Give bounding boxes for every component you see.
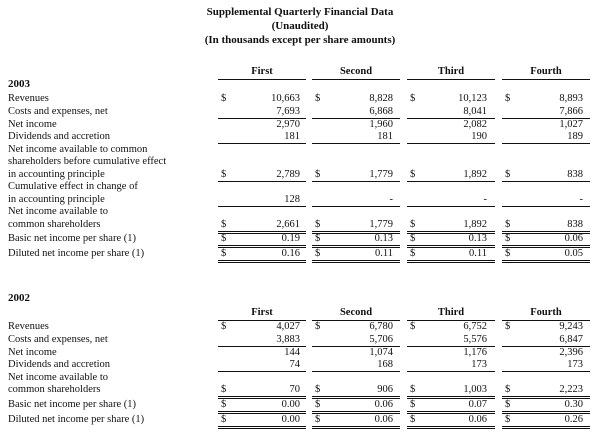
row-label: Basic net income per share (1): [8, 399, 136, 411]
underline: [312, 181, 400, 182]
row-label: Net income: [8, 118, 57, 130]
cell-value: 6,752: [463, 321, 487, 332]
underline: [502, 143, 590, 144]
cell-value: 8,828: [369, 93, 393, 104]
dollar-sign: $: [221, 168, 227, 180]
cell-value: 0.06: [564, 233, 583, 245]
double-underline: [218, 260, 306, 263]
dollar-sign: $: [221, 413, 227, 425]
dollar-sign: $: [410, 321, 416, 332]
dollar-sign: $: [315, 248, 321, 259]
cell-value: 2,789: [276, 168, 300, 180]
quarter-header-second: Second: [312, 306, 400, 321]
year-heading: 2002: [8, 292, 30, 304]
dollar-sign: $: [505, 233, 511, 245]
cell-value: 3,883: [276, 333, 300, 345]
cell-value: 6,847: [559, 333, 583, 345]
dollar-sign: $: [315, 168, 321, 180]
dollar-sign: $: [505, 248, 511, 259]
quarter-header-first: First: [218, 306, 306, 321]
cell-value: 173: [567, 359, 583, 371]
cell-value: 1,779: [369, 218, 393, 230]
underline: [502, 181, 590, 182]
cell-value: 8,893: [559, 93, 583, 104]
row-label: in accounting principle: [8, 193, 105, 205]
cell-value: 2,661: [276, 218, 300, 230]
dollar-sign: $: [505, 168, 511, 180]
cell-value: -: [389, 193, 393, 205]
underline: [502, 206, 590, 207]
dollar-sign: $: [505, 399, 511, 411]
dollar-sign: $: [221, 233, 227, 245]
cell-value: 7,866: [559, 105, 583, 117]
dollar-sign: $: [410, 399, 416, 411]
quarter-header-second: Second: [312, 65, 400, 80]
cell-value: 0.13: [468, 233, 487, 245]
dollar-sign: $: [410, 168, 416, 180]
dollar-sign: $: [315, 93, 321, 104]
dollar-sign: $: [221, 384, 227, 396]
dollar-sign: $: [410, 413, 416, 425]
underline: [218, 206, 306, 207]
dollar-sign: $: [315, 384, 321, 396]
cell-value: 5,706: [369, 333, 393, 345]
cell-value: -: [483, 193, 487, 205]
dollar-sign: $: [221, 248, 227, 259]
cell-value: 189: [567, 131, 583, 143]
underline: [407, 143, 495, 144]
cell-value: 2,970: [276, 118, 300, 130]
dollar-sign: $: [315, 233, 321, 245]
dollar-sign: $: [221, 93, 227, 104]
row-label: Basic net income per share (1): [8, 233, 136, 245]
cell-value: 838: [567, 168, 583, 180]
cell-value: 0.11: [469, 248, 487, 259]
row-label: Costs and expenses, net: [8, 333, 108, 345]
row-label: Diluted net income per share (1): [8, 413, 145, 425]
dollar-sign: $: [410, 248, 416, 259]
year-heading: 2003: [8, 78, 30, 90]
cell-value: 181: [377, 131, 393, 143]
cell-value: 74: [289, 359, 300, 371]
cell-value: 0.13: [374, 233, 393, 245]
quarter-header-third: Third: [407, 65, 495, 80]
dollar-sign: $: [505, 218, 511, 230]
cell-value: 128: [284, 193, 300, 205]
underline: [312, 371, 400, 372]
dollar-sign: $: [410, 233, 416, 245]
cell-value: 906: [377, 384, 393, 396]
row-label: in accounting principle: [8, 168, 105, 180]
row-label: Costs and expenses, net: [8, 105, 108, 117]
cell-value: 0.06: [374, 399, 393, 411]
row-label: Dividends and accretion: [8, 359, 111, 371]
double-underline: [407, 426, 495, 429]
row-label: shareholders before cumulative effect: [8, 156, 167, 168]
double-underline: [502, 260, 590, 263]
dollar-sign: $: [315, 399, 321, 411]
double-underline: [312, 426, 400, 429]
dollar-sign: $: [410, 218, 416, 230]
cell-value: 0.19: [281, 233, 300, 245]
cell-value: 1,176: [463, 346, 487, 358]
cell-value: 173: [471, 359, 487, 371]
dollar-sign: $: [221, 218, 227, 230]
cell-value: 1,074: [369, 346, 393, 358]
dollar-sign: $: [505, 384, 511, 396]
cell-value: 2,223: [559, 384, 583, 396]
cell-value: 0.06: [374, 413, 393, 425]
cell-value: 0.26: [564, 413, 583, 425]
row-label: Net income available to: [8, 206, 109, 218]
quarter-header-fourth: Fourth: [502, 65, 590, 80]
row-label: Net income: [8, 346, 57, 358]
cell-value: 0.07: [468, 399, 487, 411]
cell-value: 1,892: [463, 218, 487, 230]
double-underline: [218, 426, 306, 429]
dollar-sign: $: [221, 321, 227, 332]
double-underline: [312, 260, 400, 263]
row-label: Diluted net income per share (1): [8, 248, 145, 259]
underline: [218, 143, 306, 144]
double-underline: [502, 426, 590, 429]
row-label: common shareholders: [8, 384, 101, 396]
row-label: Net income available to common: [8, 144, 148, 156]
dollar-sign: $: [315, 321, 321, 332]
cell-value: 6,868: [369, 105, 393, 117]
cell-value: 1,892: [463, 168, 487, 180]
cell-value: 70: [289, 384, 300, 396]
dollar-sign: $: [505, 93, 511, 104]
cell-value: 8,041: [463, 105, 487, 117]
row-label: Net income available to: [8, 372, 109, 384]
dollar-sign: $: [315, 413, 321, 425]
cell-value: 1,027: [559, 118, 583, 130]
cell-value: -: [579, 193, 583, 205]
row-label: Dividends and accretion: [8, 131, 111, 143]
dollar-sign: $: [410, 384, 416, 396]
underline: [218, 371, 306, 372]
cell-value: 5,576: [463, 333, 487, 345]
quarter-header-first: First: [218, 65, 306, 80]
underline: [502, 371, 590, 372]
report-units-note: (In thousands except per share amounts): [204, 34, 396, 46]
report-subtitle: (Unaudited): [271, 20, 329, 32]
cell-value: 0.30: [564, 399, 583, 411]
underline: [407, 206, 495, 207]
cell-value: 0.06: [468, 413, 487, 425]
cell-value: 190: [471, 131, 487, 143]
row-label: Revenues: [8, 93, 49, 104]
cell-value: 9,243: [559, 321, 583, 332]
underline: [312, 206, 400, 207]
cell-value: 10,123: [458, 93, 487, 104]
row-label: common shareholders: [8, 218, 101, 230]
cell-value: 10,663: [271, 93, 300, 104]
underline: [407, 371, 495, 372]
double-underline: [407, 260, 495, 263]
cell-value: 144: [284, 346, 300, 358]
underline: [407, 181, 495, 182]
cell-value: 168: [377, 359, 393, 371]
quarter-header-fourth: Fourth: [502, 306, 590, 321]
underline: [312, 143, 400, 144]
row-label: Revenues: [8, 321, 49, 332]
cell-value: 0.11: [375, 248, 393, 259]
cell-value: 7,693: [276, 105, 300, 117]
cell-value: 0.05: [564, 248, 583, 259]
dollar-sign: $: [505, 321, 511, 332]
row-label: Cumulative effect in change of: [8, 181, 138, 193]
cell-value: 0.16: [281, 248, 300, 259]
cell-value: 2,082: [463, 118, 487, 130]
cell-value: 1,960: [369, 118, 393, 130]
cell-value: 0.00: [281, 413, 300, 425]
report-title: Supplemental Quarterly Financial Data: [206, 6, 394, 18]
cell-value: 1,003: [463, 384, 487, 396]
cell-value: 838: [567, 218, 583, 230]
quarter-header-third: Third: [407, 306, 495, 321]
dollar-sign: $: [315, 218, 321, 230]
cell-value: 2,396: [559, 346, 583, 358]
cell-value: 0.00: [281, 399, 300, 411]
underline: [218, 181, 306, 182]
dollar-sign: $: [221, 399, 227, 411]
cell-value: 1,779: [369, 168, 393, 180]
cell-value: 4,027: [276, 321, 300, 332]
dollar-sign: $: [505, 413, 511, 425]
dollar-sign: $: [410, 93, 416, 104]
cell-value: 181: [284, 131, 300, 143]
cell-value: 6,780: [369, 321, 393, 332]
